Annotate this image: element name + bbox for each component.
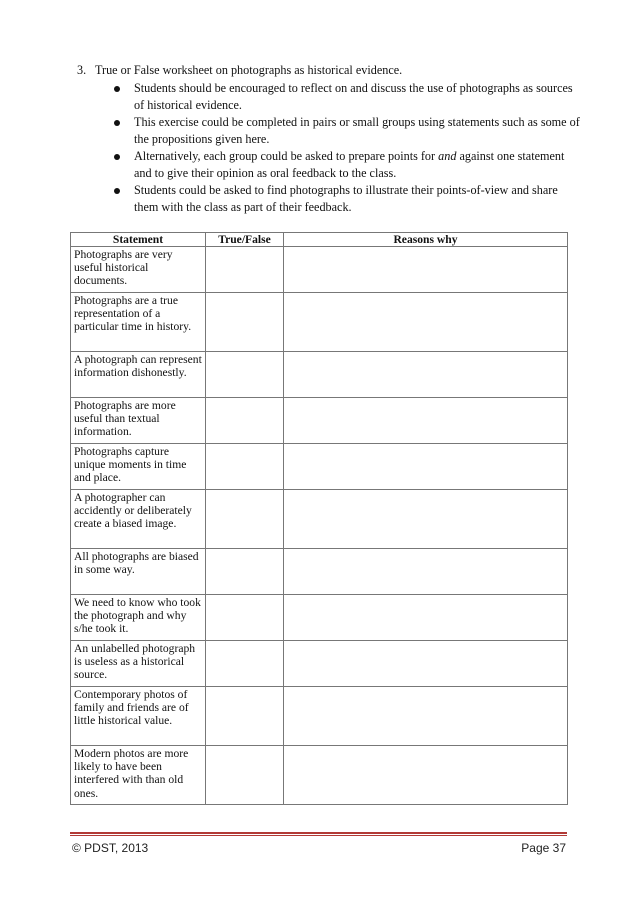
table-row (71, 595, 568, 641)
true-false-cell[interactable] (206, 595, 284, 641)
true-false-cell[interactable] (206, 398, 284, 444)
reasons-cell[interactable] (284, 293, 568, 352)
table-row (71, 746, 568, 805)
true-false-cell[interactable] (206, 247, 284, 293)
footer-divider-thick (70, 832, 567, 834)
true-false-cell[interactable] (206, 444, 284, 490)
column-header-statement: Statement (71, 233, 206, 247)
worksheet-table (70, 232, 568, 805)
bullet-icon (114, 188, 120, 194)
instruction-item: Students should be encouraged to reflect on and discuss the use of photographs as sources of historical evidence. (112, 80, 582, 114)
true-false-cell[interactable] (206, 746, 284, 805)
reasons-cell[interactable] (284, 595, 568, 641)
reasons-cell[interactable] (284, 352, 568, 398)
true-false-cell[interactable] (206, 687, 284, 746)
table-row (71, 293, 568, 352)
footer-divider-thin (70, 835, 567, 836)
true-false-cell[interactable] (206, 641, 284, 687)
instruction-list (112, 80, 582, 216)
reasons-cell[interactable] (284, 247, 568, 293)
statement-cell: Photographs capture unique moments in time and place. (71, 444, 206, 490)
statement-cell: We need to know who took the photograph and why s/he took it. (71, 595, 206, 641)
reasons-cell[interactable] (284, 687, 568, 746)
reasons-cell[interactable] (284, 398, 568, 444)
footer-page-number: Page 37 (521, 841, 566, 855)
table-row (71, 247, 568, 293)
statement-cell: Contemporary photos of family and friends are of little historical value. (71, 687, 206, 746)
reasons-cell[interactable] (284, 444, 568, 490)
section-heading (77, 62, 402, 79)
true-false-cell[interactable] (206, 490, 284, 549)
table-row (71, 687, 568, 746)
column-header-reasons: Reasons why (284, 233, 568, 247)
statement-cell: An unlabelled photograph is useless as a historical source. (71, 641, 206, 687)
statement-cell: Photographs are more useful than textual information. (71, 398, 206, 444)
instruction-item: Alternatively, each group could be asked to prepare points for and against one statement and to give their opinion as oral feedback to the class. (112, 148, 582, 182)
true-false-cell[interactable] (206, 293, 284, 352)
statement-cell: Photographs are very useful historical documents. (71, 247, 206, 293)
section-number: 3. (77, 63, 87, 77)
statement-cell: Modern photos are more likely to have been interfered with than old ones. (71, 746, 206, 805)
bullet-icon (114, 120, 120, 126)
instruction-item: This exercise could be completed in pairs or small groups using statements such as some of the propositions given here. (112, 114, 582, 148)
statement-cell: Photographs are a true representation of a particular time in history. (71, 293, 206, 352)
bullet-icon (114, 86, 120, 92)
reasons-cell[interactable] (284, 490, 568, 549)
column-header-true-false: True/False (206, 233, 284, 247)
footer-copyright: © PDST, 2013 (72, 841, 149, 855)
table-row (71, 641, 568, 687)
emphasis-text: and (438, 149, 457, 163)
reasons-cell[interactable] (284, 549, 568, 595)
table-row (71, 444, 568, 490)
table-row (71, 398, 568, 444)
true-false-cell[interactable] (206, 352, 284, 398)
instruction-item: Students could be asked to find photographs to illustrate their points-of-view and share them with the class as part of their feedback. (112, 182, 582, 216)
reasons-cell[interactable] (284, 641, 568, 687)
table-row (71, 352, 568, 398)
reasons-cell[interactable] (284, 746, 568, 805)
table-row (71, 490, 568, 549)
statement-cell: A photographer can accidently or deliberately create a biased image. (71, 490, 206, 549)
statement-cell: All photographs are biased in some way. (71, 549, 206, 595)
statement-cell: A photograph can represent information dishonestly. (71, 352, 206, 398)
section-title: True or False worksheet on photographs as historical evidence. (95, 63, 403, 77)
table-header-row (71, 233, 568, 247)
true-false-cell[interactable] (206, 549, 284, 595)
bullet-icon (114, 154, 120, 160)
table-row (71, 549, 568, 595)
